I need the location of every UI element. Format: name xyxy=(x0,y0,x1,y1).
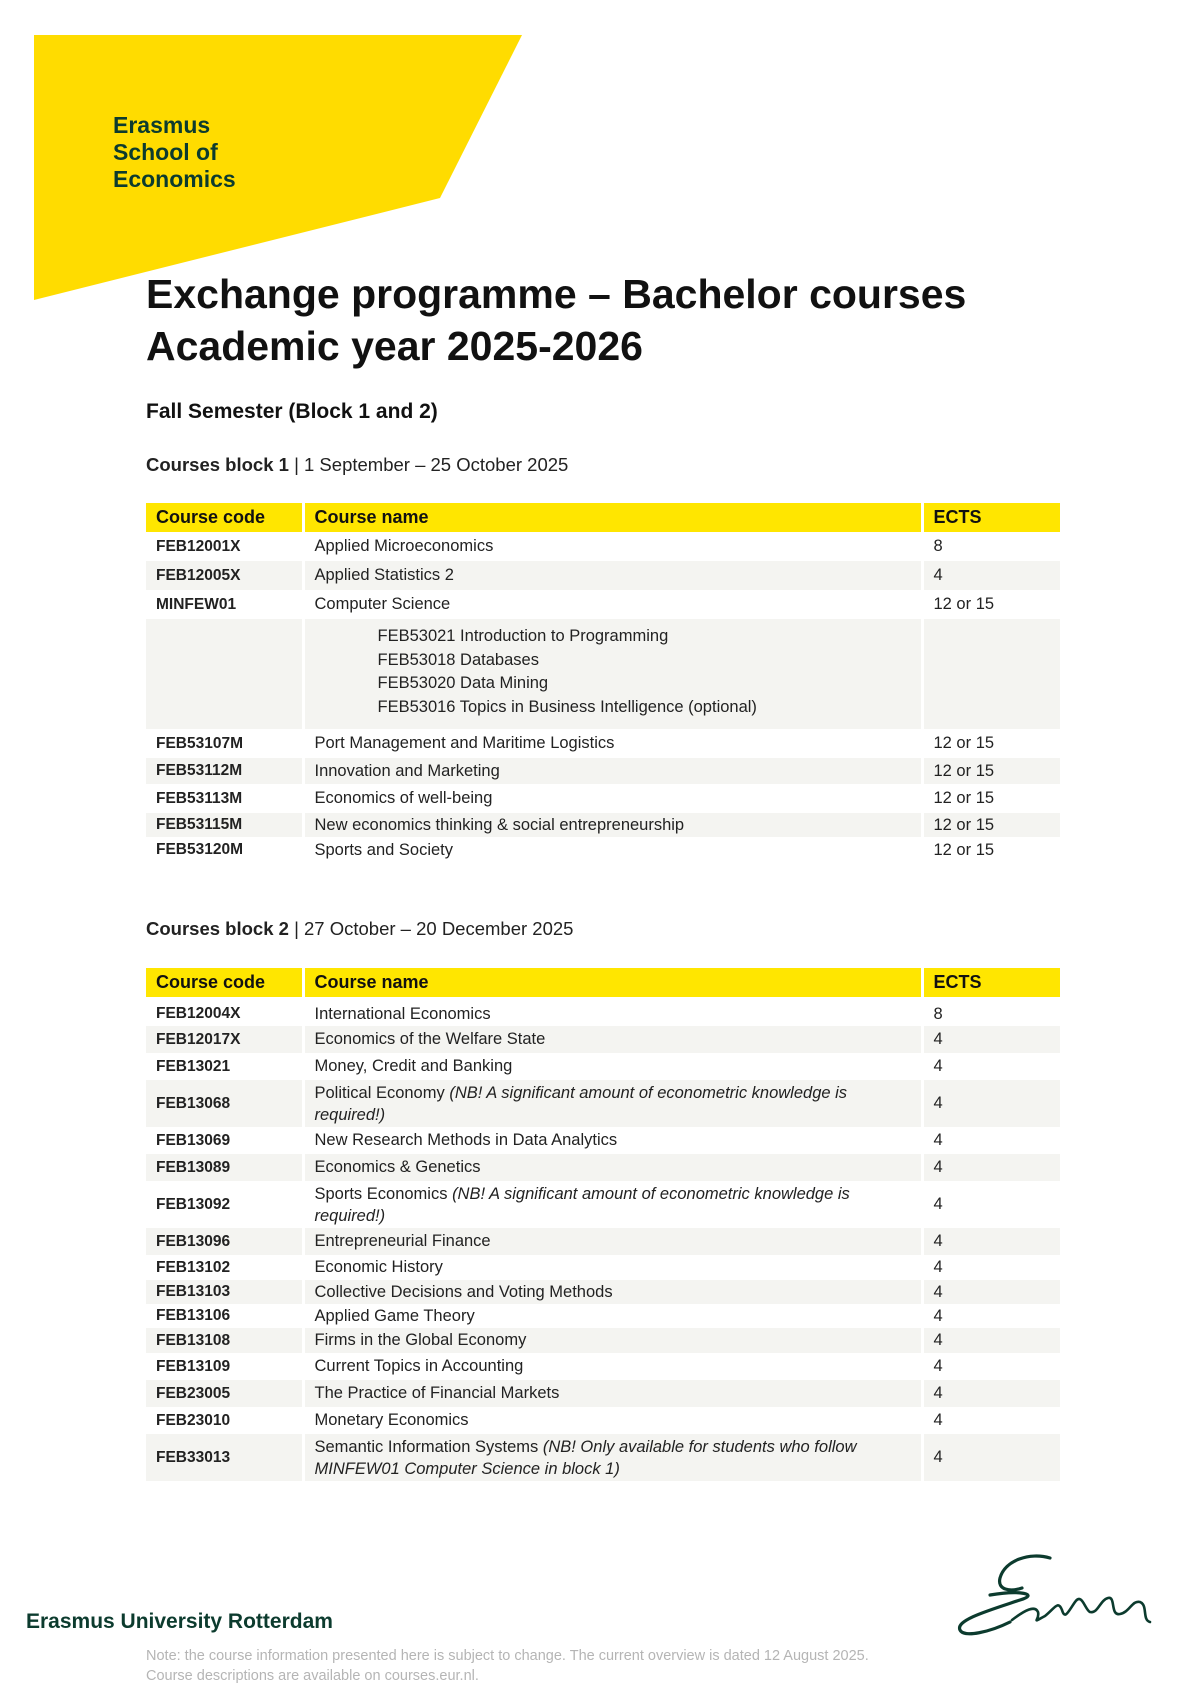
course-ects: 12 or 15 xyxy=(922,590,1060,619)
course-code: FEB13089 xyxy=(146,1154,303,1181)
course-code: FEB53115M xyxy=(146,813,303,837)
course-name xyxy=(303,1154,922,1181)
course-name-text: Money, Credit and Banking xyxy=(314,1057,513,1075)
semester-heading: Fall Semester (Block 1 and 2) xyxy=(146,400,438,423)
university-name: Erasmus University Rotterdam xyxy=(26,1610,333,1633)
course-name-text: Computer Science xyxy=(314,595,451,613)
block1-heading xyxy=(146,454,568,476)
col-course-code: Course code xyxy=(146,968,303,997)
block2-dates: | 27 October – 20 December 2025 xyxy=(294,918,574,939)
sub-course-item: FEB53020 Data Mining xyxy=(377,674,549,692)
sub-courses-row xyxy=(146,619,1060,729)
table-row xyxy=(146,1255,1060,1280)
course-name-text: New Research Methods in Data Analytics xyxy=(314,1131,618,1149)
course-code: FEB13068 xyxy=(146,1080,303,1127)
course-name-text: Applied Microeconomics xyxy=(314,537,494,555)
course-ects: 4 xyxy=(922,561,1060,590)
course-name-text: Economic History xyxy=(314,1258,443,1276)
course-ects: 8 xyxy=(922,1002,1060,1026)
course-name-text: Applied Game Theory xyxy=(314,1306,475,1325)
course-name xyxy=(303,1434,922,1481)
course-name xyxy=(303,1228,922,1255)
col-ects: ECTS xyxy=(922,503,1060,532)
course-name xyxy=(303,590,922,619)
course-code: FEB53120M xyxy=(156,841,244,858)
course-name-text: Applied Statistics 2 xyxy=(314,566,454,584)
course-name-text: Economics of well-being xyxy=(314,789,493,807)
block1-table xyxy=(146,503,1060,863)
course-ects: 4 xyxy=(922,1228,1060,1255)
table-row xyxy=(146,1328,1060,1353)
course-name xyxy=(303,813,922,837)
course-code: FEB13106 xyxy=(156,1307,231,1324)
course-name-text: New economics thinking & social entrepreneurship xyxy=(314,815,685,834)
course-name xyxy=(303,1407,922,1434)
course-name-text: Port Management and Maritime Logistics xyxy=(314,734,615,752)
course-name-text: Sports and Society xyxy=(314,840,453,859)
table-row xyxy=(146,1154,1060,1181)
course-code: FEB12001X xyxy=(156,537,241,555)
course-name-text: Innovation and Marketing xyxy=(314,761,500,780)
table-row xyxy=(146,1304,1060,1328)
course-code: FEB33013 xyxy=(146,1434,303,1481)
course-name xyxy=(303,1181,922,1228)
col-course-name: Course name xyxy=(303,503,922,532)
table-row xyxy=(146,1127,1060,1154)
table-row xyxy=(146,1053,1060,1080)
brand-line-2: School of xyxy=(113,139,218,165)
note-line-2: Course descriptions are available on courses.eur.nl. xyxy=(146,1668,479,1684)
course-ects: 8 xyxy=(922,532,1060,561)
title-line-2: Academic year 2025-2026 xyxy=(146,323,643,369)
block2-body xyxy=(146,997,1060,1481)
course-ects: 4 xyxy=(922,1434,1060,1481)
course-code: FEB13096 xyxy=(146,1228,303,1255)
course-name-text: Semantic Information Systems xyxy=(314,1437,539,1456)
course-code: FEB12004X xyxy=(156,1005,241,1022)
course-name xyxy=(303,1080,922,1127)
block1-label: Courses block 1 xyxy=(146,454,289,475)
course-name-text: International Economics xyxy=(314,1004,491,1023)
note-line-1: Note: the course information presented here is subject to change. The current overview is dated 12 August 2025. xyxy=(146,1648,869,1664)
course-name xyxy=(303,729,922,758)
course-code: FEB13069 xyxy=(156,1131,231,1149)
course-name xyxy=(303,1304,922,1328)
course-name-text: Monetary Economics xyxy=(314,1411,469,1429)
block2-heading xyxy=(146,918,573,940)
block1-body xyxy=(146,532,1060,863)
block2-label: Courses block 2 xyxy=(146,918,289,939)
course-ects: 4 xyxy=(922,1154,1060,1181)
course-name-text: Sports Economics xyxy=(314,1184,448,1203)
sub-course-item: FEB53016 Topics in Business Intelligence (optional) xyxy=(377,697,757,716)
table-row xyxy=(146,561,1060,590)
course-code: FEB13092 xyxy=(156,1195,231,1213)
table-row xyxy=(146,1280,1060,1304)
table-row xyxy=(146,1353,1060,1380)
course-ects: 4 xyxy=(922,1127,1060,1154)
table-row xyxy=(146,1380,1060,1407)
course-name xyxy=(303,532,922,561)
course-ects: 4 xyxy=(922,1328,1060,1353)
block2-table xyxy=(146,968,1060,1481)
course-name xyxy=(303,1127,922,1154)
course-ects: 4 xyxy=(922,1353,1060,1380)
table-row xyxy=(146,1407,1060,1434)
course-name-text: The Practice of Financial Markets xyxy=(314,1384,560,1402)
course-ects: 12 or 15 xyxy=(922,758,1060,784)
course-ects: 4 xyxy=(922,1181,1060,1228)
brand-line-1: Erasmus xyxy=(113,112,211,138)
table-row xyxy=(146,532,1060,561)
course-ects: 4 xyxy=(922,1280,1060,1304)
course-name-text: Economics of the Welfare State xyxy=(314,1030,546,1048)
course-name-text: Collective Decisions and Voting Methods xyxy=(314,1282,613,1301)
sub-course-item: FEB53018 Databases xyxy=(377,650,539,669)
course-code: FEB23010 xyxy=(156,1411,231,1429)
brand-line-3: Economics xyxy=(113,166,236,192)
block2-header-row xyxy=(146,968,1060,997)
course-note: (NB! A significant amount of econometric knowledge is required!) xyxy=(314,1083,848,1124)
course-name xyxy=(303,1328,922,1353)
course-code: FEB53112M xyxy=(146,758,303,784)
course-name xyxy=(303,1053,922,1080)
course-code: FEB13021 xyxy=(156,1057,231,1075)
course-name xyxy=(303,1002,922,1026)
table-row xyxy=(146,837,1060,863)
course-code: FEB13103 xyxy=(146,1280,303,1304)
course-ects: 4 xyxy=(922,1380,1060,1407)
course-name-text: Political Economy xyxy=(314,1083,445,1102)
course-name-text: Economics & Genetics xyxy=(314,1158,481,1176)
course-code: FEB53113M xyxy=(156,789,243,807)
school-logo-text xyxy=(113,112,236,193)
col-course-code: Course code xyxy=(146,503,303,532)
table-row xyxy=(146,1434,1060,1481)
course-name xyxy=(303,1026,922,1053)
footer-note xyxy=(146,1646,869,1686)
course-ects: 4 xyxy=(922,1053,1060,1080)
course-name xyxy=(303,1280,922,1304)
course-ects: 12 or 15 xyxy=(922,837,1060,863)
block1-header-row xyxy=(146,503,1060,532)
course-code: FEB23005 xyxy=(146,1380,303,1407)
col-ects: ECTS xyxy=(922,968,1060,997)
course-ects: 12 or 15 xyxy=(922,784,1060,813)
course-name xyxy=(303,1255,922,1280)
erasmus-signature-logo xyxy=(950,1550,1165,1640)
course-name-text: Entrepreneurial Finance xyxy=(314,1232,491,1250)
course-ects: 12 or 15 xyxy=(922,729,1060,758)
table-row xyxy=(146,813,1060,837)
course-code: FEB13109 xyxy=(156,1357,231,1375)
sub-course-item: FEB53021 Introduction to Programming xyxy=(377,627,669,645)
page-title xyxy=(146,268,966,372)
course-code: MINFEW01 xyxy=(156,595,237,613)
course-ects: 4 xyxy=(922,1026,1060,1053)
table-row xyxy=(146,1181,1060,1228)
course-name-text: Firms in the Global Economy xyxy=(314,1331,527,1349)
table-row xyxy=(146,758,1060,784)
table-row xyxy=(146,1080,1060,1127)
course-ects: 12 or 15 xyxy=(922,813,1060,837)
course-ects: 4 xyxy=(922,1080,1060,1127)
course-ects: 4 xyxy=(922,1255,1060,1280)
course-name xyxy=(303,561,922,590)
table-row xyxy=(146,1228,1060,1255)
course-name xyxy=(303,1380,922,1407)
title-line-1: Exchange programme – Bachelor courses xyxy=(146,271,967,317)
block1-dates: | 1 September – 25 October 2025 xyxy=(294,454,569,475)
course-code: FEB13102 xyxy=(156,1258,231,1276)
table-row xyxy=(146,784,1060,813)
course-ects: 4 xyxy=(922,1304,1060,1328)
course-name xyxy=(303,837,922,863)
table-row xyxy=(146,590,1060,619)
sub-course-list xyxy=(303,619,922,729)
course-note: (NB! Only available for students who follow MINFEW01 Computer Science in block 1) xyxy=(314,1437,857,1478)
course-code: FEB12017X xyxy=(146,1026,303,1053)
course-name xyxy=(303,1353,922,1380)
course-code: FEB13108 xyxy=(146,1328,303,1353)
course-note: (NB! A significant amount of econometric knowledge is required!) xyxy=(314,1184,850,1225)
course-name-text: Current Topics in Accounting xyxy=(314,1357,524,1375)
table-row xyxy=(146,1026,1060,1053)
course-name xyxy=(303,784,922,813)
table-row xyxy=(146,729,1060,758)
table-row xyxy=(146,1002,1060,1026)
col-course-name: Course name xyxy=(303,968,922,997)
course-name xyxy=(303,758,922,784)
course-ects: 4 xyxy=(922,1407,1060,1434)
course-code: FEB12005X xyxy=(146,561,303,590)
course-code: FEB53107M xyxy=(156,734,244,752)
empty-cell xyxy=(922,619,1060,729)
empty-cell xyxy=(146,619,303,729)
